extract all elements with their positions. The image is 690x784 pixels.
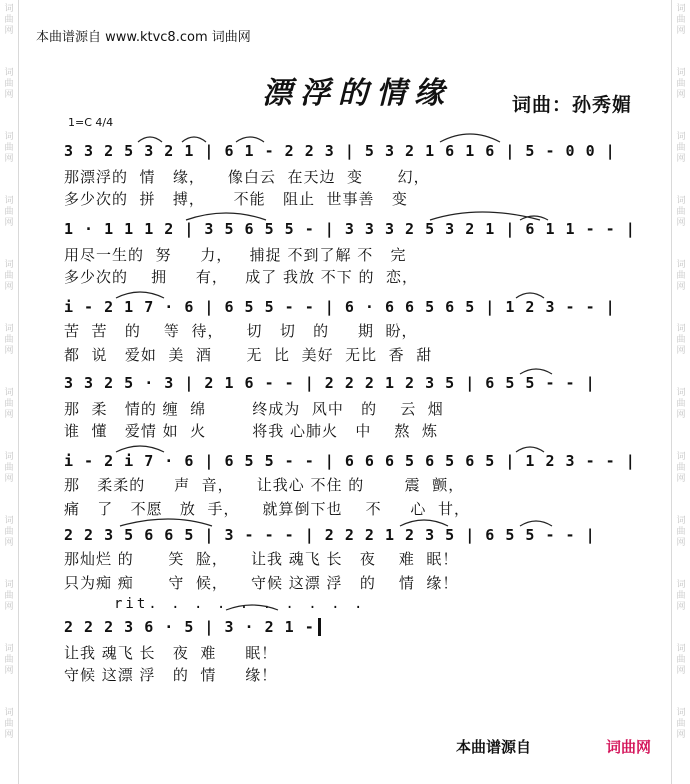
footer-brand-logo[interactable]: 词曲网 xyxy=(606,738,652,756)
slur-mark xyxy=(186,213,266,220)
slur-mark xyxy=(120,519,212,526)
lyric-row-3b: 都 说 爱如 美 酒 无 比 美好 无比 香 甜 xyxy=(64,346,433,364)
watermark-glyphs: 词 曲 网 xyxy=(676,580,686,612)
lyric-row-1a: 那漂浮的 情 缘， 像白云 在天边 变 幻， xyxy=(64,168,430,186)
watermark-glyphs: 词 曲 网 xyxy=(4,516,14,548)
key-signature: 1=C 4/4 xyxy=(68,116,114,129)
watermark-glyphs: 词 曲 网 xyxy=(676,260,686,292)
notation-row-3: i - 2 1 7 · 6 | 6 5 5 - - | 6 · 6 6 5 6 5 | 1 2 3 - - | xyxy=(64,298,616,316)
watermark-glyphs: 词 曲 网 xyxy=(676,68,686,100)
notation-row-6: 2 2 3 5 6 6 5 | 3 - - - | 2 2 2 1 2 3 5 | 6 5 5 - - | xyxy=(64,526,596,544)
source-header: 本曲谱源自 www.ktvc8.com 词曲网 xyxy=(36,30,251,45)
lyric-row-4b: 谁 懂 爱情 如 火 将我 心肺火 中 熬 炼 xyxy=(64,422,438,440)
slur-mark xyxy=(430,212,540,220)
lyric-row-5b: 痛 了 不愿 放 手， 就算倒下也 不 心 甘， xyxy=(64,500,470,518)
notation-row-4: 3 3 2 5 · 3 | 2 1 6 - - | 2 2 2 1 2 3 5 | 6 5 5 - - | xyxy=(64,374,596,392)
watermark-glyphs: 词 曲 网 xyxy=(4,324,14,356)
watermark-glyphs: 词 曲 网 xyxy=(676,708,686,740)
watermark-glyphs: 词 曲 网 xyxy=(4,452,14,484)
watermark-glyphs: 词 曲 网 xyxy=(676,4,686,36)
song-title: 漂浮的情缘 xyxy=(262,76,452,111)
lyric-row-2a: 用尽一生的 努 力， 捕捉 不到了解 不 完 xyxy=(64,246,407,264)
watermark-glyphs: 词 曲 网 xyxy=(4,388,14,420)
watermark-glyphs: 词 曲 网 xyxy=(4,4,14,36)
lyric-row-4a: 那 柔 情的 缠 绵 终成为 风中 的 云 烟 xyxy=(64,400,444,418)
lyric-row-5a: 那 柔柔的 声 音， 让我心 不住 的 震 颤， xyxy=(64,476,465,494)
lyric-row-7b: 守候 这漂 浮 的 情 缘！ xyxy=(64,666,278,684)
lyric-row-7a: 让我 魂飞 长 夜 难 眠！ xyxy=(64,644,278,662)
watermark-glyphs: 词 曲 网 xyxy=(4,708,14,740)
watermark-glyphs: 词 曲 网 xyxy=(676,644,686,676)
ritardando-mark: rit. . . . . . . . . . xyxy=(114,596,366,612)
notation-row-7: 2 2 2 3 6 · 5 | 3 · 2 1 - xyxy=(64,618,315,636)
watermark-glyphs: 词 曲 网 xyxy=(4,132,14,164)
lyric-row-6b: 只为痴 痴 守 候， 守候 这漂 浮 的 情 缘！ xyxy=(64,574,459,592)
watermark-glyphs: 词 曲 网 xyxy=(4,196,14,228)
watermark-glyphs: 词 曲 网 xyxy=(676,388,686,420)
watermark-glyphs: 词 曲 网 xyxy=(676,196,686,228)
notation-row-2: 1 · 1 1 1 2 | 3 5 6 5 5 - | 3 3 3 2 5 3 2 1 | 6 1 1 - - | xyxy=(64,220,636,238)
lyric-row-1b: 多少次的 拼 搏， 不能 阻止 世事善 变 xyxy=(64,190,408,208)
slur-mark xyxy=(440,134,500,142)
watermark-glyphs: 词 曲 网 xyxy=(4,580,14,612)
lyric-row-6a: 那灿烂 的 笑 脸， 让我 魂飞 长 夜 难 眠！ xyxy=(64,550,459,568)
watermark-glyphs: 词 曲 网 xyxy=(676,516,686,548)
watermark-glyphs: 词 曲 网 xyxy=(4,260,14,292)
final-barline xyxy=(318,618,321,636)
lyric-row-2b: 多少次的 拥 有， 成了 我放 不下 的 恋， xyxy=(64,268,419,286)
watermark-glyphs: 词 曲 网 xyxy=(676,452,686,484)
watermark-glyphs: 词 曲 网 xyxy=(4,68,14,100)
footer-source-label: 本曲谱源自 xyxy=(456,738,532,756)
watermark-glyphs: 词 曲 网 xyxy=(676,324,686,356)
watermark-glyphs: 词 曲 网 xyxy=(676,132,686,164)
notation-row-1: 3 3 2 5 3 2 1 | 6 1 - 2 2 3 | 5 3 2 1 6 1 6 | 5 - 0 0 | xyxy=(64,142,616,160)
lyric-row-3a: 苦 苦 的 等 待， 切 切 的 期 盼， xyxy=(64,322,418,340)
author-credit: 词曲：孙秀媚 xyxy=(512,94,633,116)
watermark-glyphs: 词 曲 网 xyxy=(4,644,14,676)
notation-row-5: i - 2 i 7 · 6 | 6 5 5 - - | 6 6 6 5 6 5 6 5 | 1 2 3 - - | xyxy=(64,452,636,470)
